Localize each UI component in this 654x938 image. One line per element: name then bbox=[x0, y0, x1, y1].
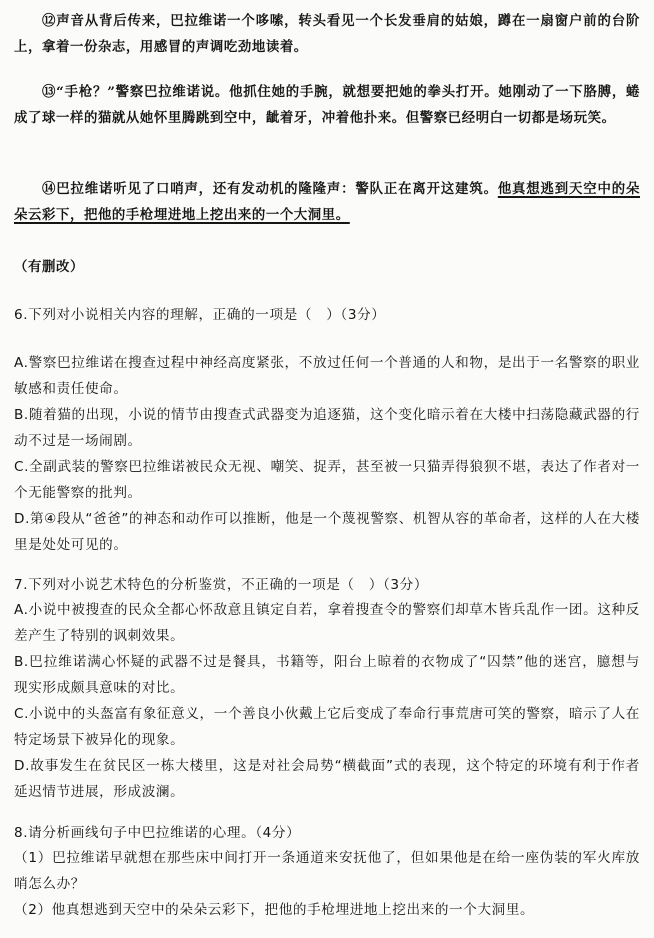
question-8-stem: 8.请分析画线句子中巴拉维诺的心理。（4分） bbox=[14, 825, 301, 841]
question-7-stem: 7.下列对小说艺术特色的分析鉴赏，不正确的一项是（ ）（3分） bbox=[14, 577, 429, 593]
question-6-option-b: B.随着猫的出现，小说的情节由搜查式武器变为追逐猫，这个变化暗示着在大楼中扫荡隐藏武器的行动不过是一场闹剧。 bbox=[14, 407, 640, 449]
passage-paragraph-14 bbox=[14, 176, 640, 228]
underlined-sentence: 他真想逃到天空中的朵朵云彩下，把他的手枪埋进地上挖出来的一个大洞里。 bbox=[14, 181, 640, 223]
passage-paragraph-13: ⑬“手枪？”警察巴拉维诺说。他抓住她的手腕，就想要把她的拳头打开。她刚动了一下胳膊，蜷成了球一样的猫就从她怀里腾跳到空中，龇着牙，冲着他扑来。但警察已经明白一切都是场玩笑。 bbox=[14, 84, 640, 126]
question-8-item-1: （1）巴拉维诺早就想在那些床中间打开一条通道来安抚他了，但如果他是在给一座伪装的军火库放哨怎么办？ bbox=[14, 850, 640, 892]
question-7-option-b: B.巴拉维诺满心怀疑的武器不过是餐具，书籍等，阳台上晾着的衣物成了“囚禁”他的迷宫，臆想与现实形成颇具意味的对比。 bbox=[14, 654, 640, 696]
question-6-option-d: D.第④段从“爸爸”的神态和动作可以推断，他是一个蔑视警察、机智从容的革命者，这样的人在大楼里是处处可见的。 bbox=[14, 511, 641, 553]
question-7-option-a: A.小说中被搜查的民众全都心怀敌意且镇定自若，拿着搜查令的警察们却草木皆兵乱作一团。这种反差产生了特别的讽刺效果。 bbox=[14, 602, 640, 644]
question-6-options bbox=[14, 350, 640, 558]
question-8-item-2: （2）他真想逃到天空中的朵朵云彩下，把他的手枪埋进地上挖出来的一个大洞里。 bbox=[14, 902, 535, 918]
paragraph-14-text: ⑭巴拉维诺听见了口哨声，还有发动机的隆隆声：警队正在离开这建筑。 bbox=[42, 181, 498, 197]
question-7-options bbox=[14, 597, 640, 805]
revision-note: （有删改） bbox=[14, 259, 84, 275]
question-6-stem: 6.下列对小说相关内容的理解，正确的一项是（ ）（3分） bbox=[14, 307, 386, 323]
passage-paragraph-12: ⑫声音从背后传来，巴拉维诺一个哆嗦，转头看见一个长发垂肩的姑娘，蹲在一扇窗户前的台阶上，拿着一份杂志，用感冒的声调吃劲地读着。 bbox=[14, 13, 640, 55]
question-7-option-c: C.小说中的头盔富有象征意义，一个善良小伙戴上它后变成了奉命行事荒唐可笑的警察，暗示了人在特定场景下被异化的现象。 bbox=[14, 706, 640, 748]
question-7-option-d: D.故事发生在贫民区一栋大楼里，这是对社会局势“横截面”式的表现，这个特定的环境有利于作者延迟情节进展，形成波澜。 bbox=[14, 758, 640, 800]
question-8-items bbox=[14, 845, 640, 923]
question-6-option-a: A.警察巴拉维诺在搜查过程中神经高度紧张，不放过任何一个普通的人和物，是出于一名警察的职业敏感和责任使命。 bbox=[14, 355, 640, 397]
question-6-option-c: C.全副武装的警察巴拉维诺被民众无视、嘲笑、捉弄，甚至被一只猫弄得狼狈不堪，表达了作者对一个无能警察的批判。 bbox=[14, 459, 640, 501]
